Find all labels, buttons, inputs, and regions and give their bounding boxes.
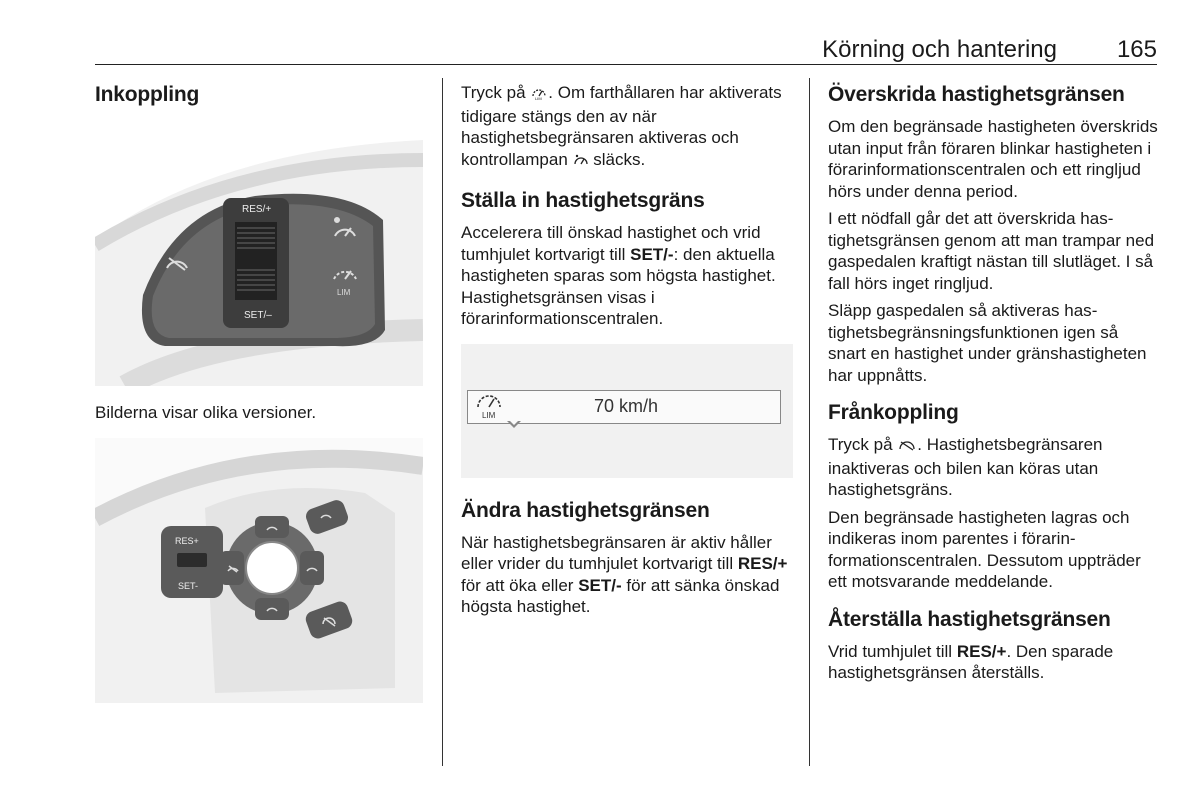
heading-disable: Frånkoppling	[828, 401, 959, 424]
steering-wheel-controls-image-1	[95, 120, 423, 386]
speed-limiter-icon	[531, 84, 547, 106]
column-left	[95, 82, 425, 703]
section-title: Körning och hantering	[822, 36, 1057, 63]
page-number: 165	[1116, 36, 1157, 63]
exceed-paragraph-1: Om den begränsade hastigheten överskrids utan input från föraren blinkar hastigheten i förarinformationscentralen och ett ringljud hörs under denna period.	[828, 117, 1158, 201]
change-limit-paragraph: När hastighetsbegränsaren är aktiv håller eller vrider du tumhjulet kortvarigt till RES/+ för att öka eller SET/- för att sänka önskad högsta hastighet.	[461, 532, 788, 616]
limit-value: 70 km/h	[594, 395, 659, 416]
column-middle	[461, 82, 793, 618]
set-limit-paragraph: Accelerera till önskad hastighet och vrid tumhjulet kortvarigt till SET/-: den aktuella hastigheten sparas som högsta hastighet. Hastighetsgränsen visas i förarinformationscentralen.	[461, 223, 776, 328]
heading-restore-limit: Återställa hastighetsgränsen	[828, 607, 1111, 631]
heading-set-limit: Ställa in hastighetsgräns	[461, 189, 705, 212]
heading-inkoppling: Inkoppling	[95, 83, 200, 106]
restore-paragraph: Vrid tumhjulet till RES/+. Den sparade hastighetsgränsen återställs.	[828, 641, 1114, 682]
svg-text:LIM: LIM	[337, 288, 351, 297]
exceed-paragraph-3: Släpp gaspedalen så aktiveras hastighetsbegränsningsfunktionen igen så snart en hastighet under gränshastigheten har uppnåtts.	[828, 301, 1147, 385]
column-divider	[442, 78, 443, 766]
speed-limiter-icon	[474, 393, 504, 426]
svg-text:RES/+: RES/+	[242, 204, 272, 215]
svg-text:SET-: SET-	[178, 580, 199, 591]
cancel-icon	[898, 436, 916, 458]
cruise-control-lamp-icon	[574, 151, 588, 173]
display-bar	[467, 390, 781, 424]
svg-text:RES+: RES+	[175, 535, 199, 546]
heading-exceed-limit: Överskrida hastighetsgränsen	[828, 83, 1125, 106]
exceed-paragraph-2: I ett nödfall går det att överskrida hastighetsgränsen genom att man trampar ned gaspedalen kraftigt nästan till slutläget. I så fall hörs inget ringljud.	[828, 209, 1155, 293]
intro-paragraph: Tryck på LIM . Om farthållaren har aktiverats tidigare stängs den av när hastighetsbegränsaren aktiveras och kontrollampan släcks.	[461, 82, 793, 172]
steering-wheel-controls-image-2	[95, 438, 423, 703]
disable-paragraph-1: Tryck på . Hastighetsbegränsaren inaktiveras och bilen kan köras utan hastighetsgräns.	[828, 435, 1103, 499]
image-caption: Bilderna visar olika versioner.	[95, 403, 317, 422]
heading-change-limit: Ändra hastighetsgränsen	[461, 498, 710, 522]
disable-paragraph-2: Den begränsade hastigheten lagras och indikeras inom parentes i förarinformationscentralen. Dessutom uppträder ett motsvarande meddelande.	[828, 507, 1141, 591]
svg-text:LIM: LIM	[482, 410, 496, 420]
page-header	[95, 30, 1157, 65]
svg-text:LIM: LIM	[535, 96, 542, 100]
svg-text:SET/–: SET/–	[244, 310, 272, 321]
driver-info-display-image	[461, 344, 793, 478]
column-divider	[809, 78, 810, 766]
column-right	[828, 82, 1160, 684]
